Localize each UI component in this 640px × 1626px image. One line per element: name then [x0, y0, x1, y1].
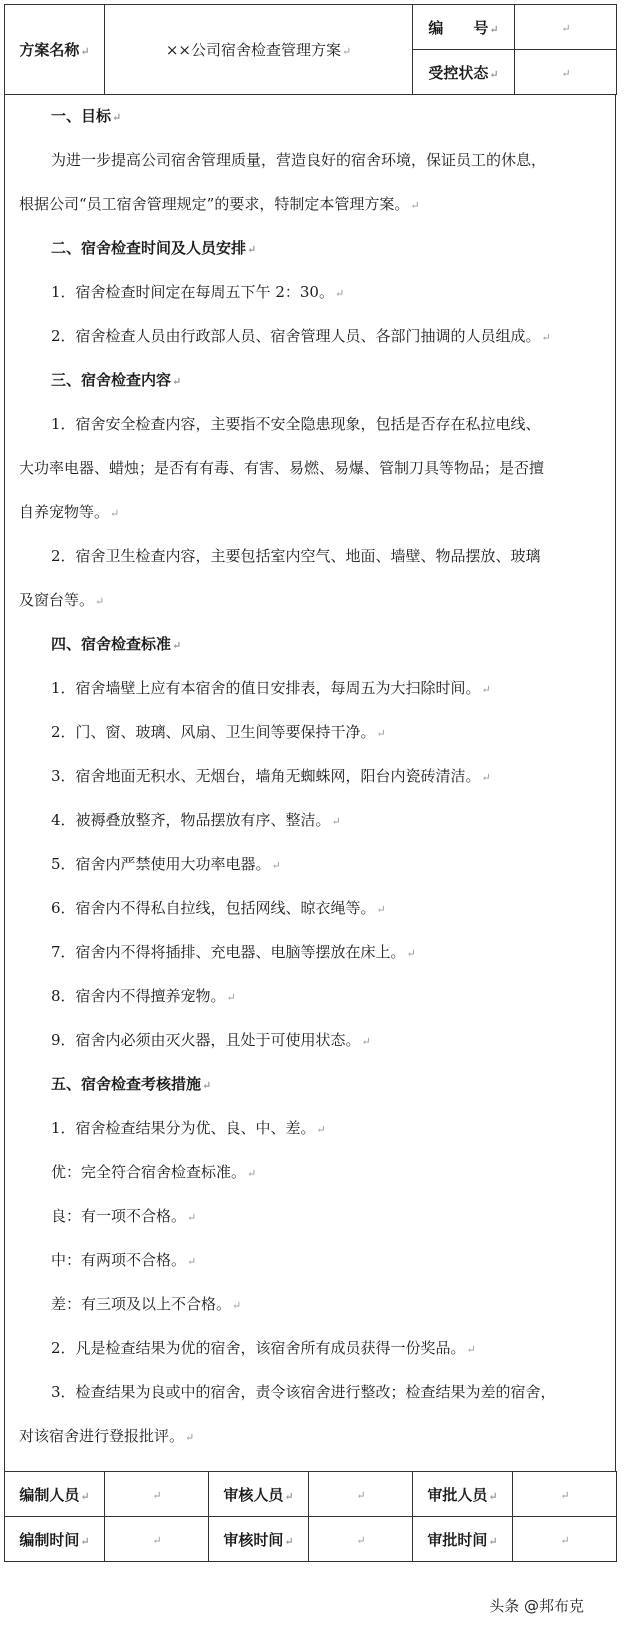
body-line: 3．宿舍地面无积水、无烟台，墙角无蜘蛛网，阳台内瓷砖清洁。↵ — [51, 767, 491, 785]
status-value-cell: ↵ — [515, 50, 617, 95]
status-label-cell: 受控状态↵ — [413, 50, 515, 95]
body-line: 大功率电器、蜡烛；是否有有毒、有害、易燃、易爆、管制刀具等物品；是否擅 — [19, 459, 545, 477]
body-line: 3．检查结果为良或中的宿舍，责令该宿舍进行整改；检查结果为差的宿舍， — [51, 1383, 556, 1401]
reviewer-value-cell: ↵ — [309, 1472, 413, 1517]
body-line: 1．宿舍检查结果分为优、良、中、差。↵ — [51, 1119, 326, 1137]
body-line: 优：完全符合宿舍检查标准。↵ — [51, 1163, 257, 1181]
plan-title: ××公司宿舍检查管理方案 — [165, 41, 341, 59]
approve-time-label-cell: 审批时间↵ — [413, 1517, 513, 1562]
body-line: 4．被褥叠放整齐，物品摆放有序、整洁。↵ — [51, 811, 341, 829]
body-line: 中：有两项不合格。↵ — [51, 1251, 197, 1269]
compile-time-value-cell: ↵ — [105, 1517, 209, 1562]
body-line: 1．宿舍安全检查内容，主要指不安全隐患现象，包括是否存在私拉电线、 — [51, 415, 541, 433]
body-line: 为进一步提高公司宿舍管理质量，营造良好的宿舍环境，保证员工的休息， — [51, 151, 547, 169]
body-line: 9．宿舍内必须由灭火器，且处于可使用状态。↵ — [51, 1031, 371, 1049]
body-line: 2．门、窗、玻璃、风扇、卫生间等要保持干净。↵ — [51, 723, 386, 741]
body-line: 差：有三项及以上不合格。↵ — [51, 1295, 242, 1313]
plan-name-label-cell: 方案名称↵ — [5, 5, 105, 95]
header-table — [4, 4, 617, 95]
body-line: 对该宿舍进行登报批评。↵ — [19, 1427, 195, 1445]
compiler-value-cell: ↵ — [105, 1472, 209, 1517]
section-heading: 三、宿舍检查内容↵ — [51, 371, 182, 389]
review-time-label-cell: 审核时间↵ — [209, 1517, 309, 1562]
compiler-label-cell: 编制人员↵ — [5, 1472, 105, 1517]
body-line: 2．凡是检查结果为优的宿舍，该宿舍所有成员获得一份奖品。↵ — [51, 1339, 476, 1357]
body-line: 8．宿舍内不得擅养宠物。↵ — [51, 987, 236, 1005]
section-heading: 四、宿舍检查标准↵ — [51, 635, 182, 653]
body-line: 5．宿舍内严禁使用大功率电器。↵ — [51, 855, 281, 873]
document-body — [4, 95, 616, 1471]
body-line: 良：有一项不合格。↵ — [51, 1207, 197, 1225]
footer-table — [4, 1471, 617, 1562]
document-page — [4, 4, 616, 1622]
number-value-cell: ↵ — [515, 5, 617, 50]
section-heading: 二、宿舍检查时间及人员安排↵ — [51, 239, 257, 257]
plan-title-cell: ××公司宿舍检查管理方案↵ — [105, 5, 413, 95]
body-line: 2．宿舍检查人员由行政部人员、宿舍管理人员、各部门抽调的人员组成。↵ — [51, 327, 551, 345]
body-line: 2．宿舍卫生检查内容，主要包括室内空气、地面、墙壁、物品摆放、玻璃 — [51, 547, 541, 565]
approve-time-value-cell: ↵ — [513, 1517, 617, 1562]
body-line: 6．宿舍内不得私自拉线，包括网线、晾衣绳等。↵ — [51, 899, 386, 917]
approver-value-cell: ↵ — [513, 1472, 617, 1517]
review-time-value-cell: ↵ — [309, 1517, 413, 1562]
number-label-cell: 编 号↵ — [413, 5, 515, 50]
body-line: 1．宿舍检查时间定在每周五下午 2：30。↵ — [51, 283, 345, 301]
compile-time-label-cell: 编制时间↵ — [5, 1517, 105, 1562]
body-line: 1．宿舍墙壁上应有本宿舍的值日安排表，每周五为大扫除时间。↵ — [51, 679, 491, 697]
plan-name-label: 方案名称 — [19, 41, 80, 59]
body-line: 7．宿舍内不得将插排、充电器、电脑等摆放在床上。↵ — [51, 943, 416, 961]
body-line: 及窗台等。↵ — [19, 591, 105, 609]
body-line: 根据公司“员工宿舍管理规定”的要求，特制定本管理方案。↵ — [19, 195, 420, 213]
watermark: 头条 @邦布克 — [485, 1595, 588, 1616]
reviewer-label-cell: 审核人员↵ — [209, 1472, 309, 1517]
number-label: 编 号 — [428, 18, 489, 37]
status-label: 受控状态 — [428, 63, 489, 82]
body-line: 自养宠物等。↵ — [19, 503, 120, 521]
approver-label-cell: 审批人员↵ — [413, 1472, 513, 1517]
section-heading: 五、宿舍检查考核措施↵ — [51, 1075, 212, 1093]
section-heading: 一、目标↵ — [51, 107, 122, 125]
